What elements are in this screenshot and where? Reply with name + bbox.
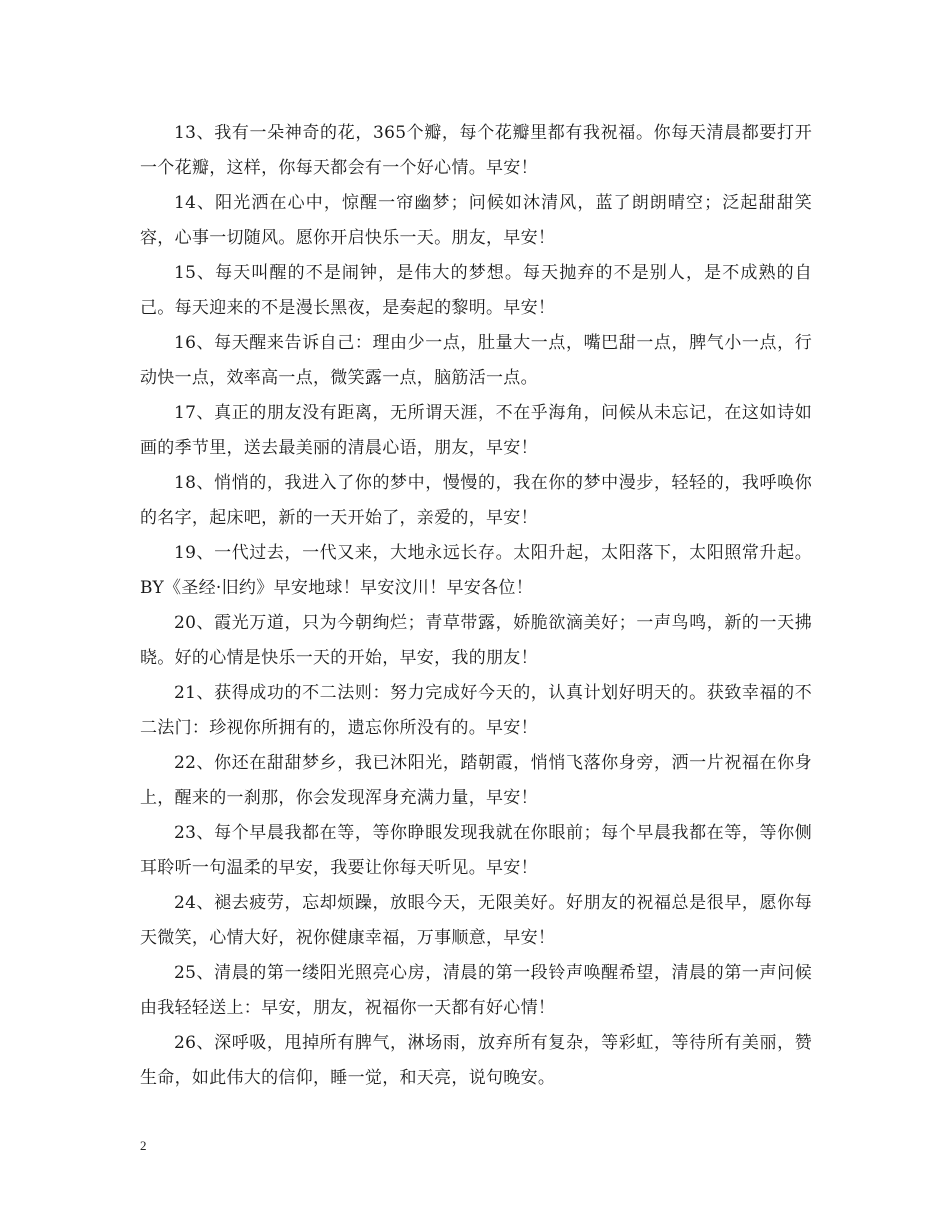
paragraph-16: 16、每天醒来告诉自己：理由少一点，肚量大一点，嘴巴甜一点，脾气小一点，行动快一点，效率高一点，微笑露一点，脑筋活一点。 <box>140 333 812 388</box>
document-body <box>140 116 812 1096</box>
paragraph-22: 22、你还在甜甜梦乡，我已沐阳光，踏朝霞，悄悄飞落你身旁，洒一片祝福在你身上，醒来的一刹那，你会发现浑身充满力量，早安！ <box>140 753 812 808</box>
paragraph-26: 26、深呼吸，甩掉所有脾气，淋场雨，放弃所有复杂，等彩虹，等待所有美丽，赞生命，如此伟大的信仰，睡一觉，和天亮，说句晚安。 <box>140 1033 812 1088</box>
paragraph-25: 25、清晨的第一缕阳光照亮心房，清晨的第一段铃声唤醒希望，清晨的第一声问候由我轻轻送上：早安，朋友，祝福你一天都有好心情！ <box>140 963 812 1018</box>
paragraph-15: 15、每天叫醒的不是闹钟，是伟大的梦想。每天抛弃的不是别人，是不成熟的自己。每天迎来的不是漫长黑夜，是奏起的黎明。早安！ <box>140 263 812 318</box>
paragraph-20: 20、霞光万道，只为今朝绚烂；青草带露，娇脆欲滴美好；一声鸟鸣，新的一天拂晓。好的心情是快乐一天的开始，早安，我的朋友！ <box>140 613 812 668</box>
paragraph-23: 23、每个早晨我都在等，等你睁眼发现我就在你眼前；每个早晨我都在等，等你侧耳聆听一句温柔的早安，我要让你每天听见。早安！ <box>140 823 812 878</box>
paragraph-18: 18、悄悄的，我进入了你的梦中，慢慢的，我在你的梦中漫步，轻轻的，我呼唤你的名字，起床吧，新的一天开始了，亲爱的，早安！ <box>140 473 812 528</box>
page-number: 2 <box>140 1138 147 1153</box>
paragraph-17: 17、真正的朋友没有距离，无所谓天涯，不在乎海角，问候从未忘记，在这如诗如画的季节里，送去最美丽的清晨心语，朋友，早安！ <box>140 403 812 458</box>
paragraph-19: 19、一代过去，一代又来，大地永远长存。太阳升起，太阳落下，太阳照常升起。BY《圣经·旧约》早安地球！早安汶川！早安各位！ <box>140 543 812 598</box>
paragraph-21: 21、获得成功的不二法则：努力完成好今天的，认真计划好明天的。获致幸福的不二法门：珍视你所拥有的，遗忘你所没有的。早安！ <box>140 683 812 738</box>
paragraph-13: 13、我有一朵神奇的花，365个瓣，每个花瓣里都有我祝福。你每天清晨都要打开一个花瓣，这样，你每天都会有一个好心情。早安！ <box>140 123 812 178</box>
paragraph-14: 14、阳光洒在心中，惊醒一帘幽梦；问候如沐清风，蓝了朗朗晴空；泛起甜甜笑容，心事一切随风。愿你开启快乐一天。朋友，早安！ <box>140 193 812 248</box>
paragraph-24: 24、褪去疲劳，忘却烦躁，放眼今天，无限美好。好朋友的祝福总是很早，愿你每天微笑，心情大好，祝你健康幸福，万事顺意，早安！ <box>140 893 812 948</box>
